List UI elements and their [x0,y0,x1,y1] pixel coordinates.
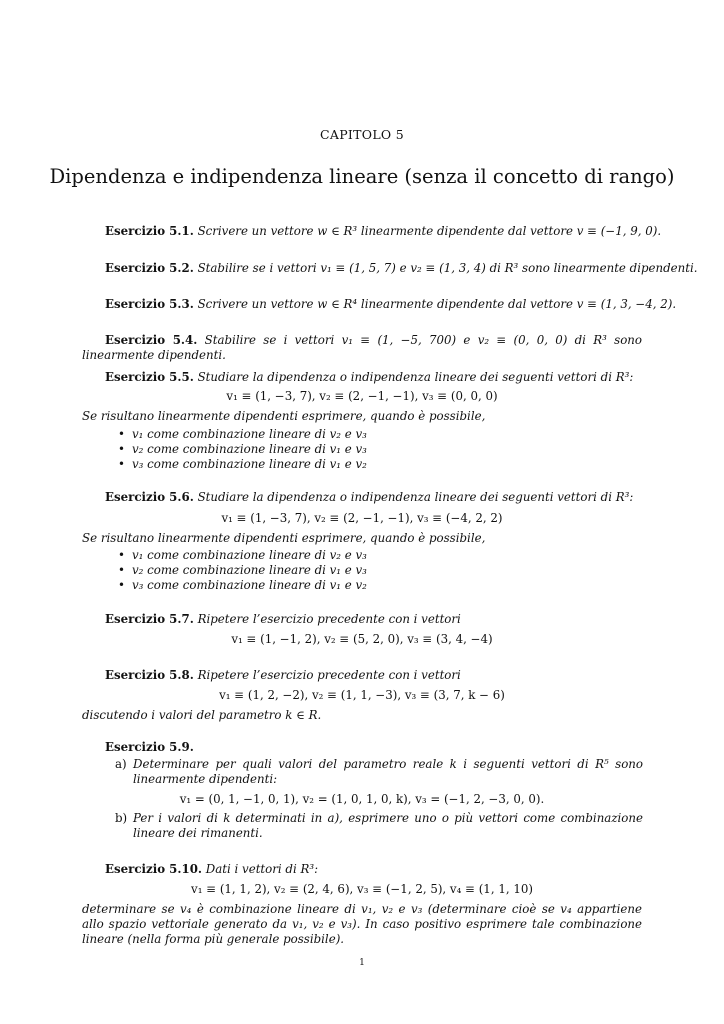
exercise-5-4 [82,333,642,363]
list-item: • v₂ come combinazione lineare di v₁ e v₃ [118,442,367,456]
list-item: • v₃ come combinazione lineare di v₁ e v₂ [118,457,367,471]
exercise-5-9-label: Esercizio 5.9. [105,740,194,754]
dependence-intro: Se risultano linearmente dipendenti esprimere, quando è possibile, [82,409,486,423]
list-item: • v₁ come combinazione lineare di v₂ e v₃ [118,427,367,441]
item-marker: b) [115,811,128,825]
dependence-intro: Se risultano linearmente dipendenti esprimere, quando è possibile, [82,531,486,545]
exercise-5-8 [105,668,461,683]
exercise-5-1 [105,224,661,239]
exercise-5-6 [105,490,633,505]
exercise-5-5 [105,370,633,385]
exercise-text: Ripetere l’esercizio precedente con i vettori [197,612,461,626]
exercise-label: Esercizio 5.6. [105,490,194,504]
vectors-5-7: v₁ ≡ (1, −1, 2), v₂ ≡ (5, 2, 0), v₃ ≡ (3, 4, −4) [231,632,493,646]
page-title: Dipendenza e indipendenza lineare (senza il concetto di rango) [49,165,675,188]
exercise-text: Studiare la dipendenza o indipendenza lineare dei seguenti vettori di R³: [197,490,634,504]
exercise-label: Esercizio 5.7. [105,612,194,626]
list-item: • v₃ come combinazione lineare di v₁ e v₂ [118,578,367,592]
exercise-label: Esercizio 5.3. [105,297,194,311]
exercise-text: Scrivere un vettore w ∈ R⁴ linearmente dipendente dal vettore v ≡ (1, 3, −4, 2). [197,297,677,311]
chapter-heading: CAPITOLO 5 [320,127,404,142]
exercise-text: Studiare la dipendenza o indipendenza lineare dei seguenti vettori di R³: [197,370,634,384]
exercise-text: Scrivere un vettore w ∈ R³ linearmente dipendente dal vettore v ≡ (−1, 9, 0). [197,224,662,238]
exercise-text: Dati i vettori di R³: [205,862,319,876]
exercise-5-9-b: Per i valori di k determinati in a), esprimere uno o più vettori come combinazione lineare dei rimanenti. [133,811,643,840]
exercise-text: Ripetere l’esercizio precedente con i vettori [197,668,461,682]
exercise-5-3 [105,297,676,312]
item-marker: a) [115,757,127,771]
exercise-5-8-tail: discutendo i valori del parametro k ∈ R. [82,708,322,722]
exercise-label: Esercizio 5.2. [105,261,194,275]
exercise-5-2 [105,261,698,276]
exercise-label: Esercizio 5.10. [105,862,203,876]
exercise-5-10 [105,862,318,877]
exercise-5-7 [105,612,461,627]
vectors-5-8: v₁ ≡ (1, 2, −2), v₂ ≡ (1, 1, −3), v₃ ≡ (3, 7, k − 6) [219,688,505,702]
list-item: • v₁ come combinazione lineare di v₂ e v₃ [118,548,367,562]
page-number: 1 [359,958,365,968]
exercise-label: Esercizio 5.4. [105,333,198,347]
vectors-5-10: v₁ ≡ (1, 1, 2), v₂ ≡ (2, 4, 6), v₃ ≡ (−1, 2, 5), v₄ ≡ (1, 1, 10) [191,882,533,896]
exercise-text: Stabilire se i vettori v₁ ≡ (1, −5, 700) e v₂ ≡ (0, 0, 0) di R³ sono linearmente dipendenti. [82,333,642,362]
list-item: • v₂ come combinazione lineare di v₁ e v₃ [118,563,367,577]
exercise-5-9-a: Determinare per quali valori del parametro reale k i seguenti vettori di R⁵ sono linearmente dipendenti: [133,757,643,786]
exercise-label: Esercizio 5.5. [105,370,194,384]
vectors-5-6: v₁ ≡ (1, −3, 7), v₂ ≡ (2, −1, −1), v₃ ≡ (−4, 2, 2) [221,511,503,525]
exercise-5-10-tail: determinare se v₄ è combinazione lineare di v₁, v₂ e v₃ (determinare cioè se v₄ appartiene allo spazio vettoriale generato da v₁, v₂ e v₃). In caso positivo esprimere tale combinazione lineare (nella forma più generale possibile). [82,902,642,946]
exercise-label: Esercizio 5.8. [105,668,194,682]
vectors-5-9: v₁ = (0, 1, −1, 0, 1), v₂ = (1, 0, 1, 0, k), v₃ = (−1, 2, −3, 0, 0). [179,792,545,806]
exercise-text: Stabilire se i vettori v₁ ≡ (1, 5, 7) e v₂ ≡ (1, 3, 4) di R³ sono linearmente dipendenti. [197,261,698,275]
vectors-5-5: v₁ ≡ (1, −3, 7), v₂ ≡ (2, −1, −1), v₃ ≡ (0, 0, 0) [226,389,498,403]
exercise-label: Esercizio 5.1. [105,224,194,238]
